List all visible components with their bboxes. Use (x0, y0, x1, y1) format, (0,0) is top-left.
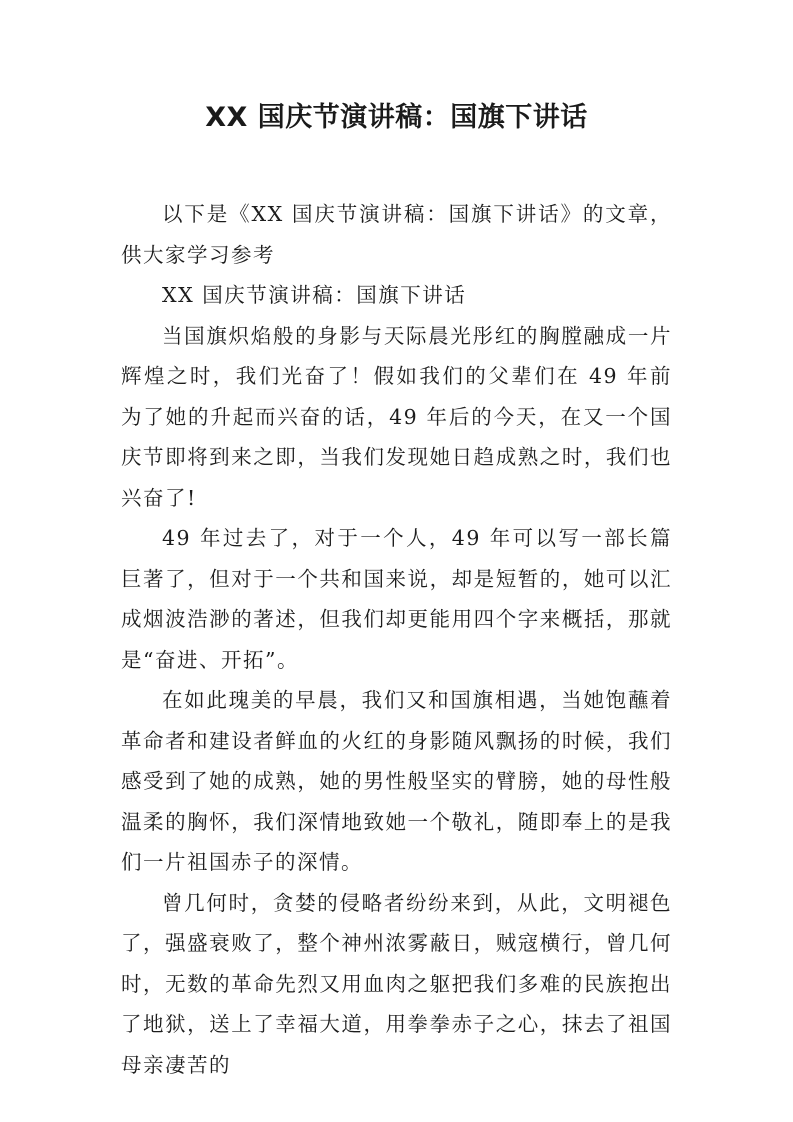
body-paragraph: 49 年过去了，对于一个人，49 年可以写一部长篇巨著了，但对于一个共和国来说，却是短暂的，她可以汇成烟波浩渺的著述，但我们却更能用四个字来概括，那就是“奋进、开拓”。 (121, 526, 672, 672)
intro-paragraph: 以下是《XX 国庆节演讲稿：国旗下讲话》的文章，供大家学习参考 (121, 202, 672, 267)
document-title: XX 国庆节演讲稿：国旗下讲话 (205, 102, 588, 133)
subtitle-paragraph: XX 国庆节演讲稿：国旗下讲话 (162, 283, 467, 307)
body-paragraph: 当国旗炽焰般的身影与天际晨光彤红的胸膛融成一片辉煌之时，我们光奋了！假如我们的父辈们在 49 年前为了她的升起而兴奋的话，49 年后的今天，在又一个国庆节即将到来之即，当我们发现她日趋成熟之时，我们也兴奋了! (121, 323, 672, 510)
document-body (121, 194, 672, 1085)
body-paragraph: 曾几何时，贪婪的侵略者纷纷来到，从此，文明褪色了，强盛衰败了，整个神州浓雾蔽日，贼寇横行，曾几何时，无数的革命先烈又用血肉之躯把我们多难的民族抱出了地狱，送上了幸福大道，用拳拳赤子之心，抹去了祖国母亲凄苦的 (121, 890, 672, 1077)
body-paragraph: 在如此瑰美的早晨，我们又和国旗相遇，当她饱蘸着革命者和建设者鲜血的火红的身影随风飘扬的时候，我们感受到了她的成熟，她的男性般坚实的臂膀，她的母性般温柔的胸怀，我们深情地致她一个敬礼，随即奉上的是我们一片祖国赤子的深情。 (121, 688, 672, 874)
